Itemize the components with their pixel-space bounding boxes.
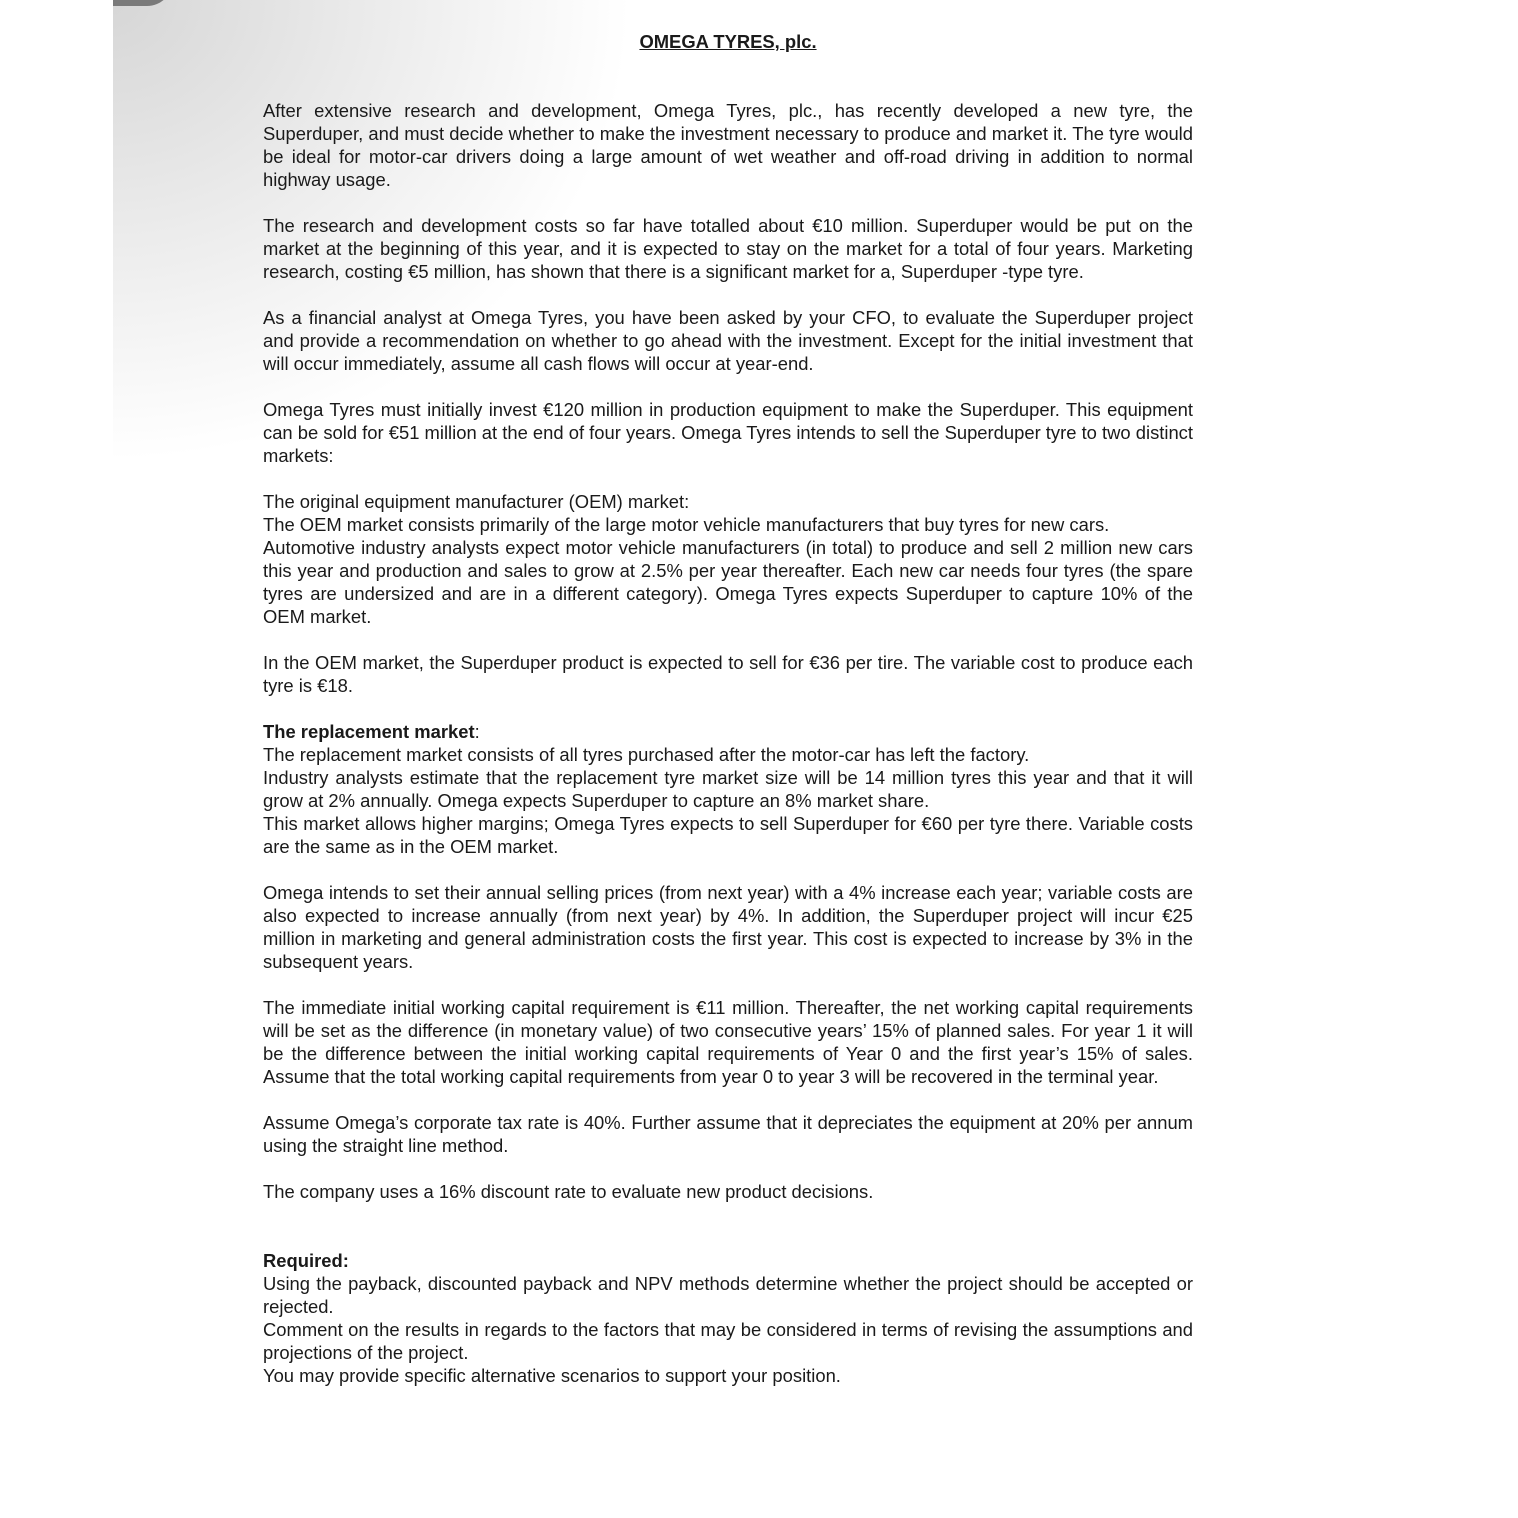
paragraph-oem-pricing: In the OEM market, the Superduper product is expected to sell for €36 per tire. The variable cost to produce each tyre is €18. (263, 652, 1193, 696)
paragraph-rnd-costs: The research and development costs so far have totalled about €10 million. Superduper would be put on the market at the beginning of this year, and it is expected to stay on the market for a total of four years. Marketing research, costing €5 million, has shown that there is a significant market for a, Superduper -type tyre. (263, 215, 1193, 282)
section-required (263, 1249, 1193, 1387)
paragraph-analyst-task: As a financial analyst at Omega Tyres, you have been asked by your CFO, to evaluate the Superduper project and provide a recommendation on whether to go ahead with the investment. Except for the initial investment that will occur immediately, assume all cash flows will occur at year-end. (263, 307, 1193, 374)
section-oem-market (263, 490, 1193, 628)
document-body (263, 30, 1193, 1410)
replacement-heading: The replacement market (263, 721, 475, 742)
paragraph-price-increases: Omega intends to set their annual selling prices (from next year) with a 4% increase each year; variable costs are also expected to increase annually (from next year) by 4%. In addition, the Superduper project will incur €25 million in marketing and general administration costs the first year. This cost is expected to increase by 3% in the subsequent years. (263, 882, 1193, 972)
replacement-heading-colon: : (474, 721, 480, 742)
replacement-margins: This market allows higher margins; Omega Tyres expects to sell Superduper for €60 per tyre there. Variable costs are the same as in the OEM market. (263, 813, 1193, 857)
oem-definition: The OEM market consists primarily of the large motor vehicle manufacturers that buy tyres for new cars. (263, 514, 1110, 535)
replacement-estimate: Industry analysts estimate that the replacement tyre market size will be 14 million tyres this year and that it will grow at 2% annually. Omega expects Superduper to capture an 8% market share. (263, 767, 1193, 811)
required-item-1: Using the payback, discounted payback and NPV methods determine whether the project should be accepted or rejected. (263, 1273, 1193, 1317)
document-title: OMEGA TYRES, plc. (639, 31, 817, 52)
paragraph-intro: After extensive research and development, Omega Tyres, plc., has recently developed a new tyre, the Superduper, and must decide whether to make the investment necessary to produce and market it. The tyre would be ideal for motor-car drivers doing a large amount of wet weather and off-road driving in addition to normal highway usage. (263, 100, 1193, 190)
required-heading: Required: (263, 1250, 349, 1271)
left-margin (0, 0, 113, 1518)
oem-details: Automotive industry analysts expect motor vehicle manufacturers (in total) to produce and sell 2 million new cars this year and production and sales to grow at 2.5% per year thereafter. Each new car needs four tyres (the spare tyres are undersized and are in a different category). Omega Tyres expects Superduper to capture 10% of the OEM market. (263, 537, 1193, 627)
section-replacement-market (263, 720, 1193, 858)
required-item-2: Comment on the results in regards to the factors that may be considered in terms of revising the assumptions and projections of the project. (263, 1319, 1193, 1363)
paragraph-discount-rate: The company uses a 16% discount rate to evaluate new product decisions. (263, 1181, 874, 1202)
oem-heading: The original equipment manufacturer (OEM) market: (263, 491, 690, 512)
replacement-heading-line (263, 720, 1193, 743)
replacement-definition: The replacement market consists of all tyres purchased after the motor-car has left the factory. (263, 744, 1030, 765)
paragraph-tax-depreciation: Assume Omega’s corporate tax rate is 40%. Further assume that it depreciates the equipment at 20% per annum using the straight line method. (263, 1112, 1193, 1156)
paragraph-investment: Omega Tyres must initially invest €120 million in production equipment to make the Superduper. This equipment can be sold for €51 million at the end of four years. Omega Tyres intends to sell the Superduper tyre to two distinct markets: (263, 399, 1193, 466)
paragraph-working-capital: The immediate initial working capital requirement is €11 million. Thereafter, the net working capital requirements will be set as the difference (in monetary value) of two consecutive years’ 15% of planned sales. For year 1 it will be the difference between the initial working capital requirements of Year 0 and the first year’s 15% of sales. Assume that the total working capital requirements from year 0 to year 3 will be recovered in the terminal year. (263, 997, 1193, 1087)
required-item-3: You may provide specific alternative scenarios to support your position. (263, 1365, 841, 1386)
